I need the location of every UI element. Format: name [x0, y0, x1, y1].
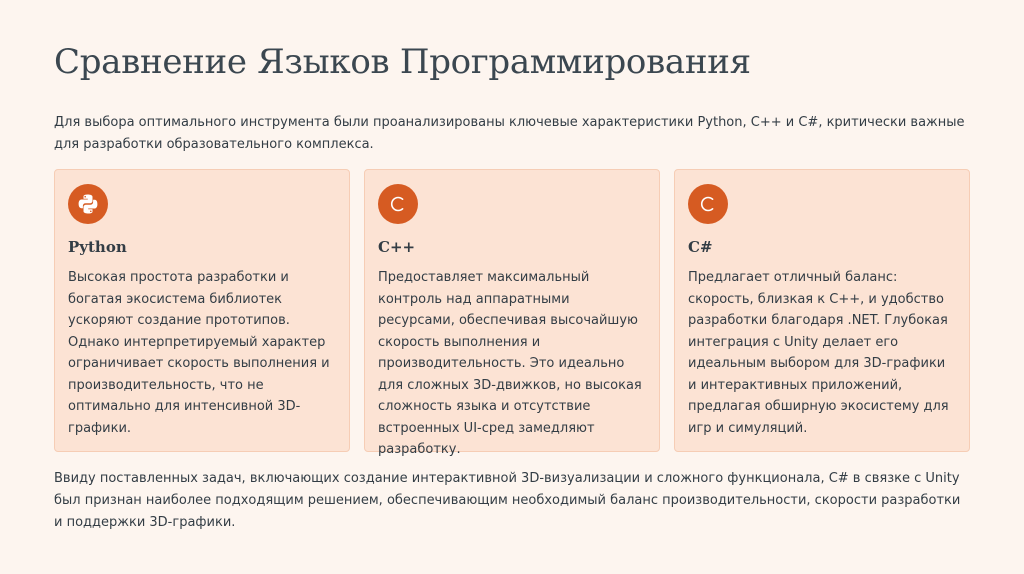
- python-icon: [68, 184, 108, 224]
- card-text: Предоставляет максимальный контроль над аппаратными ресурсами, обеспечивая высочайшую скорость выполнения и производительность. Это идеально для сложных 3D-движков, но высокая сложность языка и отсутствие встроенных UI-сред замедляют разработку.: [378, 270, 642, 457]
- c-letter-icon: [378, 184, 418, 224]
- card-title: C++: [378, 238, 416, 256]
- card-python: [54, 169, 350, 452]
- card-csharp: [674, 169, 970, 452]
- card-title: C#: [688, 238, 713, 256]
- page-title: Сравнение Языков Программирования: [54, 42, 751, 82]
- card-cpp: [364, 169, 660, 457]
- c-letter-icon: [688, 184, 728, 224]
- card-text: Предлагает отличный баланс: скорость, близкая к C++, и удобство разработки благодаря .NET. Глубокая интеграция с Unity делает его идеальным выбором для 3D-графики и интерактивных приложений, предлагая обширную экосистему для игр и симуляций.: [688, 270, 949, 436]
- card-text: Высокая простота разработки и богатая экосистема библиотек ускоряют создание прототипов. Однако интерпретируемый характер ограничивает скорость выполнения и производительность, что не оптимально для интенсивной 3D-графики.: [68, 270, 330, 436]
- conclusion-paragraph: Ввиду поставленных задач, включающих создание интерактивной 3D-визуализации и сложного функционала, C# в связке с Unity был признан наиболее подходящим решением, обеспечивающим необходимый баланс производительности, скорости разработки и поддержки 3D-графики.: [54, 471, 961, 530]
- intro-paragraph: Для выбора оптимального инструмента были проанализированы ключевые характеристики Python, C++ и C#, критически важные для разработки образовательного комплекса.: [54, 115, 965, 152]
- card-title: Python: [68, 238, 127, 256]
- language-cards: [54, 169, 971, 457]
